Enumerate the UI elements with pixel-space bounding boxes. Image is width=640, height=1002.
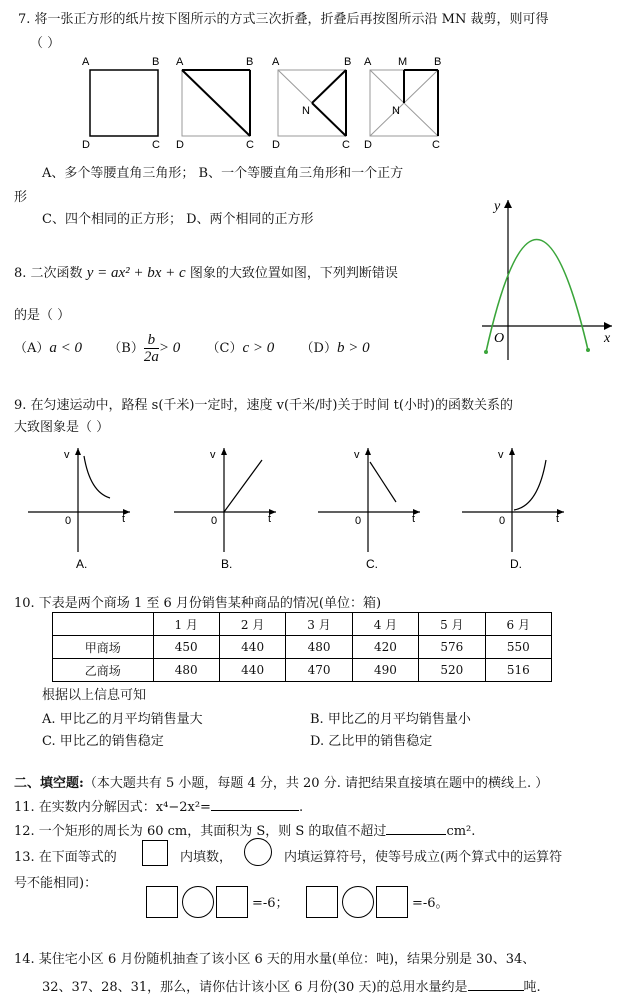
label-c: C	[246, 139, 254, 151]
svg-text:0: 0	[65, 515, 72, 527]
label-b: B	[434, 56, 442, 68]
q13-operator-circle	[182, 886, 214, 918]
svg-text:0: 0	[211, 515, 218, 527]
q9-graph-b	[174, 448, 276, 571]
label-d: D	[272, 139, 280, 151]
q9-stem-1: 9. 在匀速运动中，路程 s(千米)一定时，速度 v(千米/时)关于时间 t(小时)的函数关系的	[14, 398, 513, 413]
choice-d: D.	[510, 557, 522, 571]
svg-text:v: v	[64, 449, 70, 461]
svg-text:t: t	[268, 513, 272, 525]
q7-answer-paren: （ ）	[30, 36, 61, 51]
q8-parabola-graph	[478, 196, 618, 366]
label-a: A	[82, 56, 90, 68]
label-n: N	[302, 105, 310, 117]
svg-text:t: t	[122, 513, 126, 525]
fold-figure-3	[272, 56, 351, 151]
q13-operator-circle	[342, 886, 374, 918]
label-d: D	[176, 139, 184, 151]
table-header-row: 1 月 2 月 3 月 4 月 5 月 6 月	[53, 613, 552, 636]
fold-figure-4	[364, 56, 441, 151]
q14-blank	[468, 990, 524, 991]
section-2-desc: （本大题共有 5 小题，每题 4 分，共 20 分. 请把结果直接填在题中的横线上. ）	[83, 776, 549, 791]
q7-option-b-wrap: 形	[14, 190, 28, 205]
svg-text:v: v	[498, 449, 504, 461]
label-a: A	[272, 56, 280, 68]
q10-option-c: C. 甲比乙的销售稳定	[42, 734, 164, 749]
q9-graphs	[18, 440, 618, 575]
q12: 12. 一个矩形的周长为 60 cm，其面积为 S，则 S 的取值不超过 cm².	[14, 824, 476, 839]
sales-table	[52, 612, 552, 682]
q8-formula: y = ax² + bx + c	[86, 265, 186, 281]
choice-c: C.	[366, 557, 378, 571]
x-axis-label: x	[604, 331, 611, 346]
q9-graph-a	[28, 448, 130, 571]
q7-option-c-d: C、四个相同的正方形； D、两个相同的正方形	[42, 212, 314, 227]
q14-line2: 32、37、28、31，那么，请你估计该小区 6 月份(30 天)的总用水量约是 吨.	[42, 980, 541, 995]
svg-text:v: v	[210, 449, 216, 461]
q9-graph-c	[318, 448, 420, 571]
q13-mid1: 内填数，	[180, 850, 233, 865]
table-row: 乙商场 480 440 470 490 520 516	[53, 659, 552, 682]
svg-text:t: t	[412, 513, 416, 525]
label-m: M	[398, 56, 408, 68]
q13-number-box	[376, 886, 408, 918]
q8-stem: 8. 二次函数 y = ax² + bx + c 图象的大致位置如图，下列判断错误	[14, 265, 398, 281]
q14-line1: 14. 某住宅小区 6 月份随机抽查了该小区 6 天的用水量(单位：吨)，结果分别是 30、34、	[14, 952, 536, 967]
q13-pre: 13. 在下面等式的	[14, 850, 117, 865]
q10-option-d: D. 乙比甲的销售稳定	[310, 734, 433, 749]
q13-mid2: 内填运算符号，使等号成立(两个算式中的运算符	[284, 850, 563, 865]
label-c: C	[152, 139, 160, 151]
q8-options: （A）a < 0 （B） $\frac{b}{2a}$ > 0 （C）c > 0 （D）b > 0	[14, 331, 370, 365]
q7-option-a-b: A、多个等腰直角三角形； B、一个等腰直角三角形和一个正方	[42, 166, 404, 181]
choice-b: B.	[221, 557, 233, 571]
svg-text:t: t	[556, 513, 560, 525]
q13-eq1: =-6；	[252, 896, 289, 911]
q13-number-box	[146, 886, 178, 918]
label-c: C	[432, 139, 440, 151]
q9-graph-d	[462, 448, 564, 571]
label-d: D	[364, 139, 372, 151]
svg-text:0: 0	[355, 515, 362, 527]
q11: 11. 在实数内分解因式：x⁴−2x²= .	[14, 800, 304, 815]
choice-a: A.	[76, 557, 88, 571]
label-b: B	[246, 56, 254, 68]
label-n: N	[392, 105, 400, 117]
q8-stem-2: 的是（ ）	[14, 308, 71, 323]
q7-fold-figures	[80, 52, 460, 152]
q10-option-b: B. 甲比乙的月平均销售量小	[310, 712, 471, 727]
origin-label: O	[494, 331, 505, 346]
q13-number-box	[306, 886, 338, 918]
section-2-header	[14, 772, 548, 791]
label-b: B	[344, 56, 352, 68]
q7-stem: 7. 将一张正方形的纸片按下图所示的方式三次折叠，折叠后再按图所示沿 MN 裁剪，则可得	[18, 12, 549, 27]
svg-text:0: 0	[499, 515, 506, 527]
section-2-heading: 二、填空题:	[14, 776, 84, 791]
table-row: 甲商场 450 440 480 420 576 550	[53, 636, 552, 659]
q13-circle-icon	[244, 838, 272, 866]
q13-number-box	[216, 886, 248, 918]
fold-figure-2	[176, 56, 254, 151]
label-a: A	[176, 56, 184, 68]
label-d: D	[82, 139, 90, 151]
q13-eq2: =-6。	[412, 896, 449, 911]
q11-blank	[211, 810, 299, 811]
y-axis-label: y	[494, 199, 501, 214]
q10-stem: 10. 下表是两个商场 1 至 6 月份销售某种商品的情况(单位：箱)	[14, 596, 382, 611]
q9-stem-2: 大致图象是（ ）	[14, 420, 110, 435]
label-a: A	[364, 56, 372, 68]
q10-option-a: A. 甲比乙的月平均销售量大	[42, 712, 203, 727]
q12-blank	[386, 834, 446, 835]
svg-text:v: v	[354, 449, 360, 461]
q10-after: 根据以上信息可知	[42, 688, 147, 703]
q13-square-icon	[142, 840, 168, 866]
label-b: B	[152, 56, 160, 68]
q13-line2: 号不能相同)：	[14, 876, 98, 891]
fold-figure-1	[82, 56, 160, 151]
label-c: C	[342, 139, 350, 151]
